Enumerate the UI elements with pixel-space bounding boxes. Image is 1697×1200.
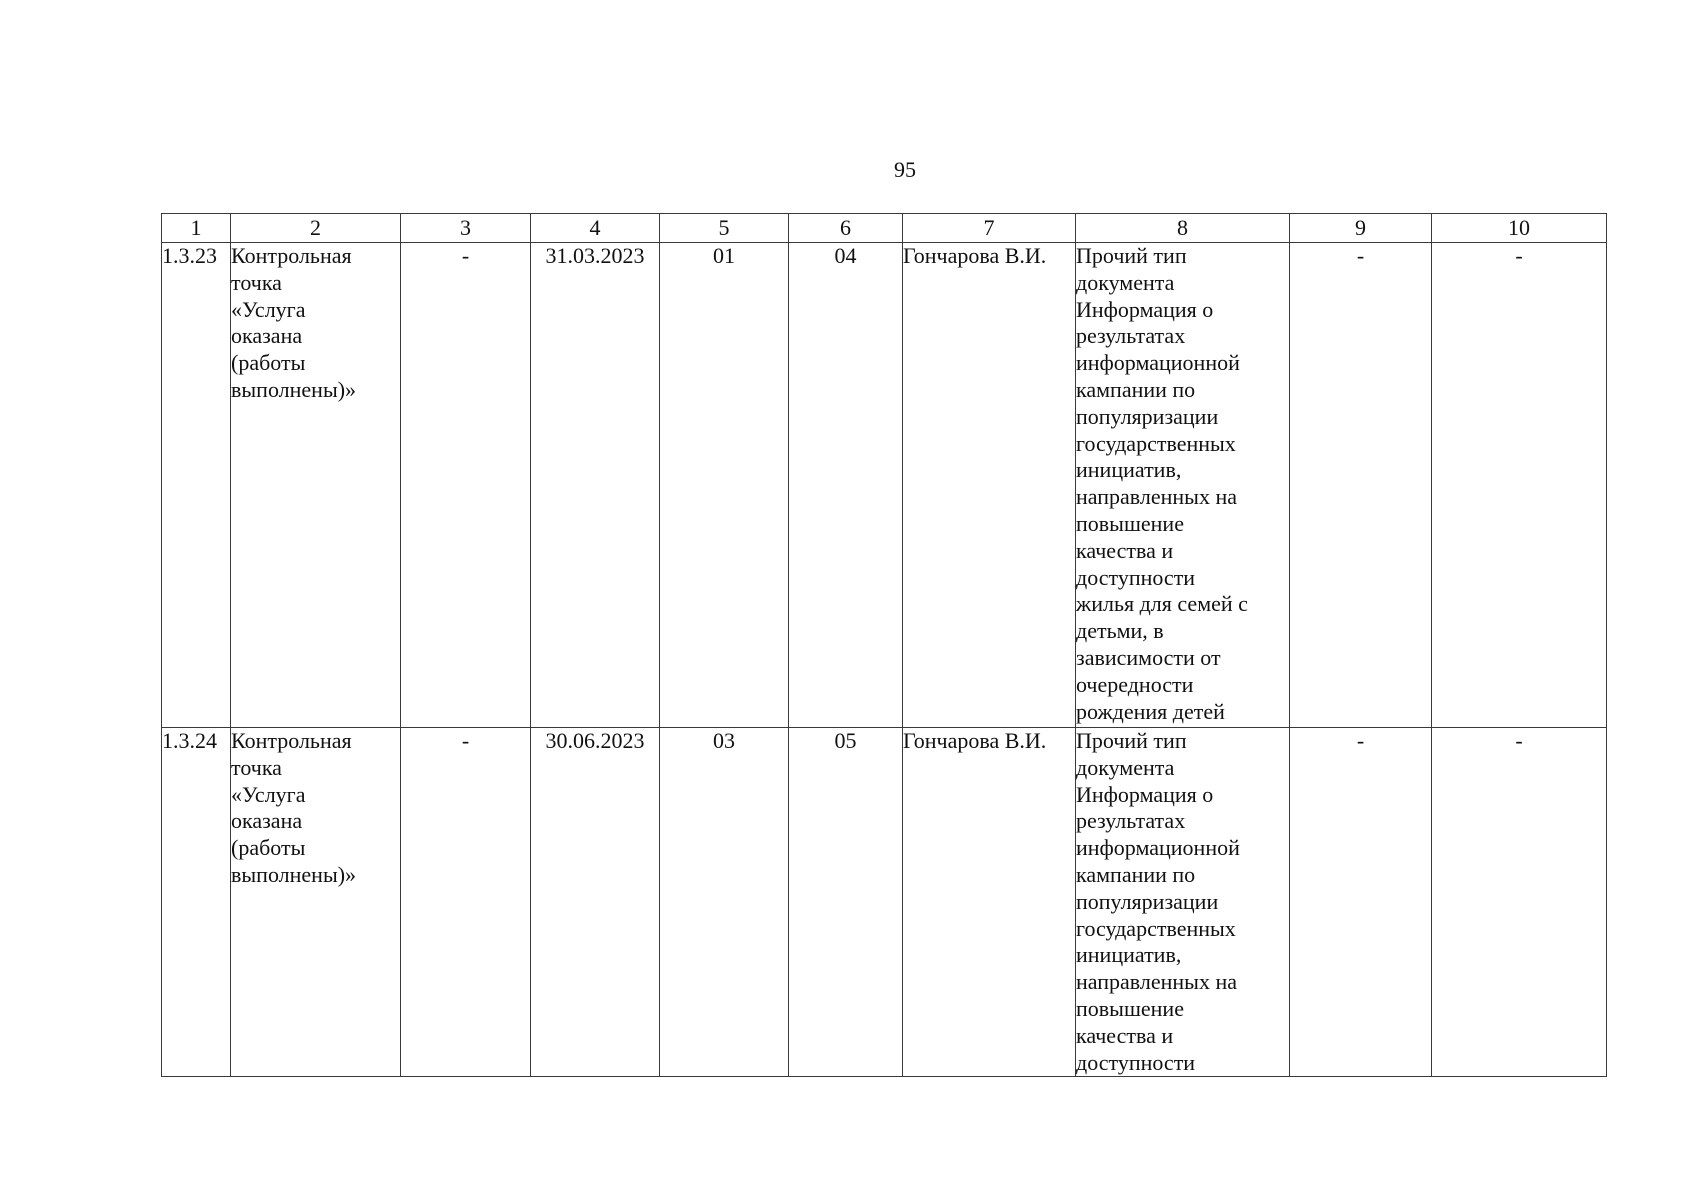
name-line: Контрольная <box>231 243 352 268</box>
row-number: 1.3.24 <box>162 728 231 1077</box>
cell-col10: - <box>1432 243 1607 728</box>
doc-line: рождения детей <box>1076 698 1225 724</box>
doc-line: Прочий тип <box>1076 243 1187 268</box>
doc-line: направленных на <box>1076 969 1237 995</box>
responsible-person: Гончарова В.И. <box>903 728 1076 1077</box>
name-line: Контрольная <box>231 728 352 753</box>
cell-col10: - <box>1432 728 1607 1077</box>
cell-col9: - <box>1290 728 1432 1077</box>
doc-line: доступности <box>1076 1049 1196 1075</box>
table-row <box>162 243 1607 728</box>
doc-line: направленных на <box>1076 484 1237 510</box>
table-header-row <box>162 214 1607 243</box>
column-header-6: 6 <box>789 214 903 243</box>
control-point-name <box>231 243 401 728</box>
name-line: (работы <box>231 835 306 861</box>
name-line: «Услуга <box>231 781 306 807</box>
doc-line: Информация о <box>1076 296 1214 322</box>
column-header-8: 8 <box>1076 214 1290 243</box>
page-number: 95 <box>894 157 916 182</box>
doc-line: зависимости от <box>1076 644 1221 670</box>
name-line: оказана <box>231 808 303 834</box>
name-line: выполнены)» <box>231 376 357 402</box>
due-date: 30.06.2023 <box>531 728 660 1077</box>
name-line: точка <box>231 754 282 780</box>
column-header-5: 5 <box>660 214 789 243</box>
due-date: 31.03.2023 <box>531 243 660 728</box>
doc-line: повышение <box>1076 995 1184 1021</box>
doc-line: результатах <box>1076 323 1186 349</box>
doc-line: качества и <box>1076 1022 1174 1048</box>
doc-line: популяризации <box>1076 403 1219 429</box>
name-line: оказана <box>231 323 303 349</box>
doc-line: инициатив, <box>1076 942 1182 968</box>
row-number: 1.3.23 <box>162 243 231 728</box>
doc-line: государственных <box>1076 430 1236 456</box>
column-header-3: 3 <box>401 214 531 243</box>
column-header-2: 2 <box>231 214 401 243</box>
doc-line: жилья для семей с <box>1076 591 1248 617</box>
doc-line: повышение <box>1076 510 1184 536</box>
doc-line: государственных <box>1076 915 1236 941</box>
cell-col3: - <box>401 728 531 1077</box>
responsible-person: Гончарова В.И. <box>903 243 1076 728</box>
column-header-10: 10 <box>1432 214 1607 243</box>
document-description <box>1076 243 1290 728</box>
document-description <box>1076 728 1290 1077</box>
doc-line: информационной <box>1076 350 1240 376</box>
name-line: (работы <box>231 350 306 376</box>
cell-col5: 03 <box>660 728 789 1077</box>
doc-line: документа <box>1076 269 1175 295</box>
column-header-7: 7 <box>903 214 1076 243</box>
doc-line: кампании по <box>1076 861 1196 887</box>
doc-line: популяризации <box>1076 888 1219 914</box>
doc-line: детьми, в <box>1076 618 1164 644</box>
column-header-9: 9 <box>1290 214 1432 243</box>
cell-col9: - <box>1290 243 1432 728</box>
doc-line: Прочий тип <box>1076 728 1187 753</box>
doc-line: информационной <box>1076 835 1240 861</box>
name-line: «Услуга <box>231 296 306 322</box>
doc-line: кампании по <box>1076 376 1196 402</box>
cell-col6: 04 <box>789 243 903 728</box>
control-points-table <box>161 213 1607 1077</box>
column-header-1: 1 <box>162 214 231 243</box>
doc-line: очередности <box>1076 671 1194 697</box>
doc-line: доступности <box>1076 564 1196 590</box>
table-row <box>162 728 1607 1077</box>
doc-line: инициатив, <box>1076 457 1182 483</box>
cell-col5: 01 <box>660 243 789 728</box>
doc-line: результатах <box>1076 808 1186 834</box>
doc-line: документа <box>1076 754 1175 780</box>
cell-col6: 05 <box>789 728 903 1077</box>
cell-col3: - <box>401 243 531 728</box>
name-line: выполнены)» <box>231 861 357 887</box>
doc-line: качества и <box>1076 537 1174 563</box>
control-point-name <box>231 728 401 1077</box>
name-line: точка <box>231 269 282 295</box>
column-header-4: 4 <box>531 214 660 243</box>
doc-line: Информация о <box>1076 781 1214 807</box>
